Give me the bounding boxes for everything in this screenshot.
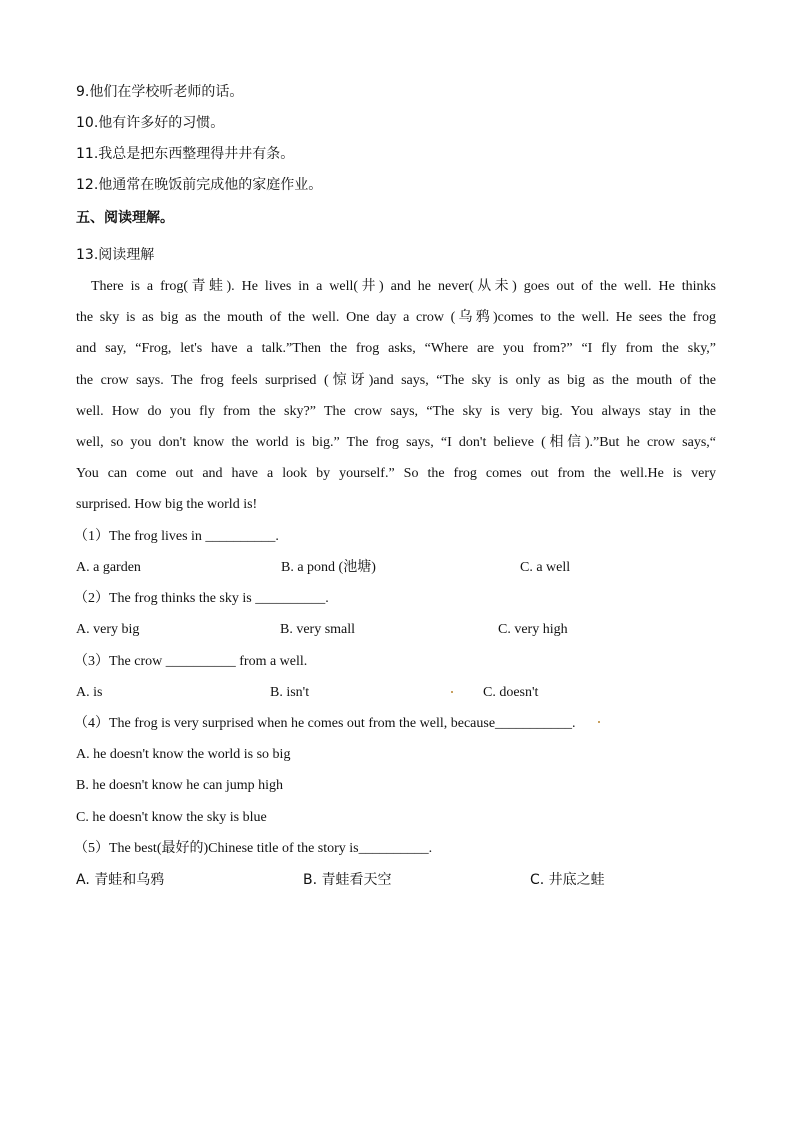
question-3-option-c: C. doesn't	[483, 685, 539, 700]
translation-item-10: 10.他有许多好的习惯。	[76, 115, 225, 131]
question-2-option-b: B. very small	[280, 622, 356, 637]
question-3-option-b: B. isn't	[270, 685, 310, 700]
passage-line: well, so you don't know the world is big.” The frog says, “I don't believe (相信).”But he crow says,“	[76, 435, 716, 451]
question-1-option-c: C. a well	[520, 560, 571, 575]
question-5-option-a: A. 青蛙和乌鸦	[76, 872, 165, 888]
question-2-option-a: A. very big	[76, 622, 140, 637]
question-1-option-a: A. a garden	[76, 560, 141, 575]
passage-line: the crow says. The frog feels surprised (惊讶)and says, “The sky is only as big as the mouth of the	[76, 372, 716, 388]
question-5-stem: （5）The best(最好的)Chinese title of the story is__________.	[74, 841, 433, 856]
question-number: 13.阅读理解	[76, 247, 155, 263]
passage-line: well. How do you fly from the sky?” The crow says, “The sky is very big. You always stay in the	[76, 403, 716, 419]
translation-item-11: 11.我总是把东西整理得井井有条。	[76, 146, 295, 162]
passage-line: There is a frog(青蛙). He lives in a well(井) and he never(从未) goes out of the well. He thinks	[91, 279, 716, 294]
question-5-option-c: C. 井底之蛙	[530, 872, 605, 888]
passage-line: You can come out and have a look by yourself.” So the frog comes out from the well.He is very	[76, 466, 716, 482]
question-1-stem: （1）The frog lives in __________.	[74, 529, 279, 544]
passage-line: the sky is as big as the mouth of the well. One day a crow (乌鸦)comes to the well. He sees the frog	[76, 310, 716, 326]
question-3-option-a: A. is	[76, 685, 103, 700]
translation-item-12: 12.他通常在晚饭前完成他的家庭作业。	[76, 177, 323, 193]
section-heading: 五、阅读理解。	[76, 210, 174, 226]
question-5-option-b: B. 青蛙看天空	[303, 872, 392, 888]
question-4-option-c: C. he doesn't know the sky is blue	[76, 810, 267, 825]
passage-line: and say, “Frog, let's have a talk.”Then the frog asks, “Where are you from?” “I fly from the sky,”	[76, 341, 716, 357]
stray-mark	[451, 691, 453, 693]
stray-mark	[598, 721, 600, 723]
reading-passage	[76, 271, 716, 521]
question-4-stem: （4）The frog is very surprised when he comes out from the well, because___________.	[74, 716, 576, 731]
question-4-option-b: B. he doesn't know he can jump high	[76, 778, 284, 793]
question-2-option-c: C. very high	[498, 622, 568, 637]
question-1-option-b: B. a pond (池塘)	[281, 560, 376, 575]
passage-line: surprised. How big the world is!	[76, 497, 258, 513]
question-4-option-a: A. he doesn't know the world is so big	[76, 747, 291, 762]
question-2-stem: （2）The frog thinks the sky is __________.	[74, 591, 329, 606]
question-3-stem: （3）The crow __________ from a well.	[74, 654, 308, 669]
translation-item-9: 9.他们在学校听老师的话。	[76, 84, 244, 100]
